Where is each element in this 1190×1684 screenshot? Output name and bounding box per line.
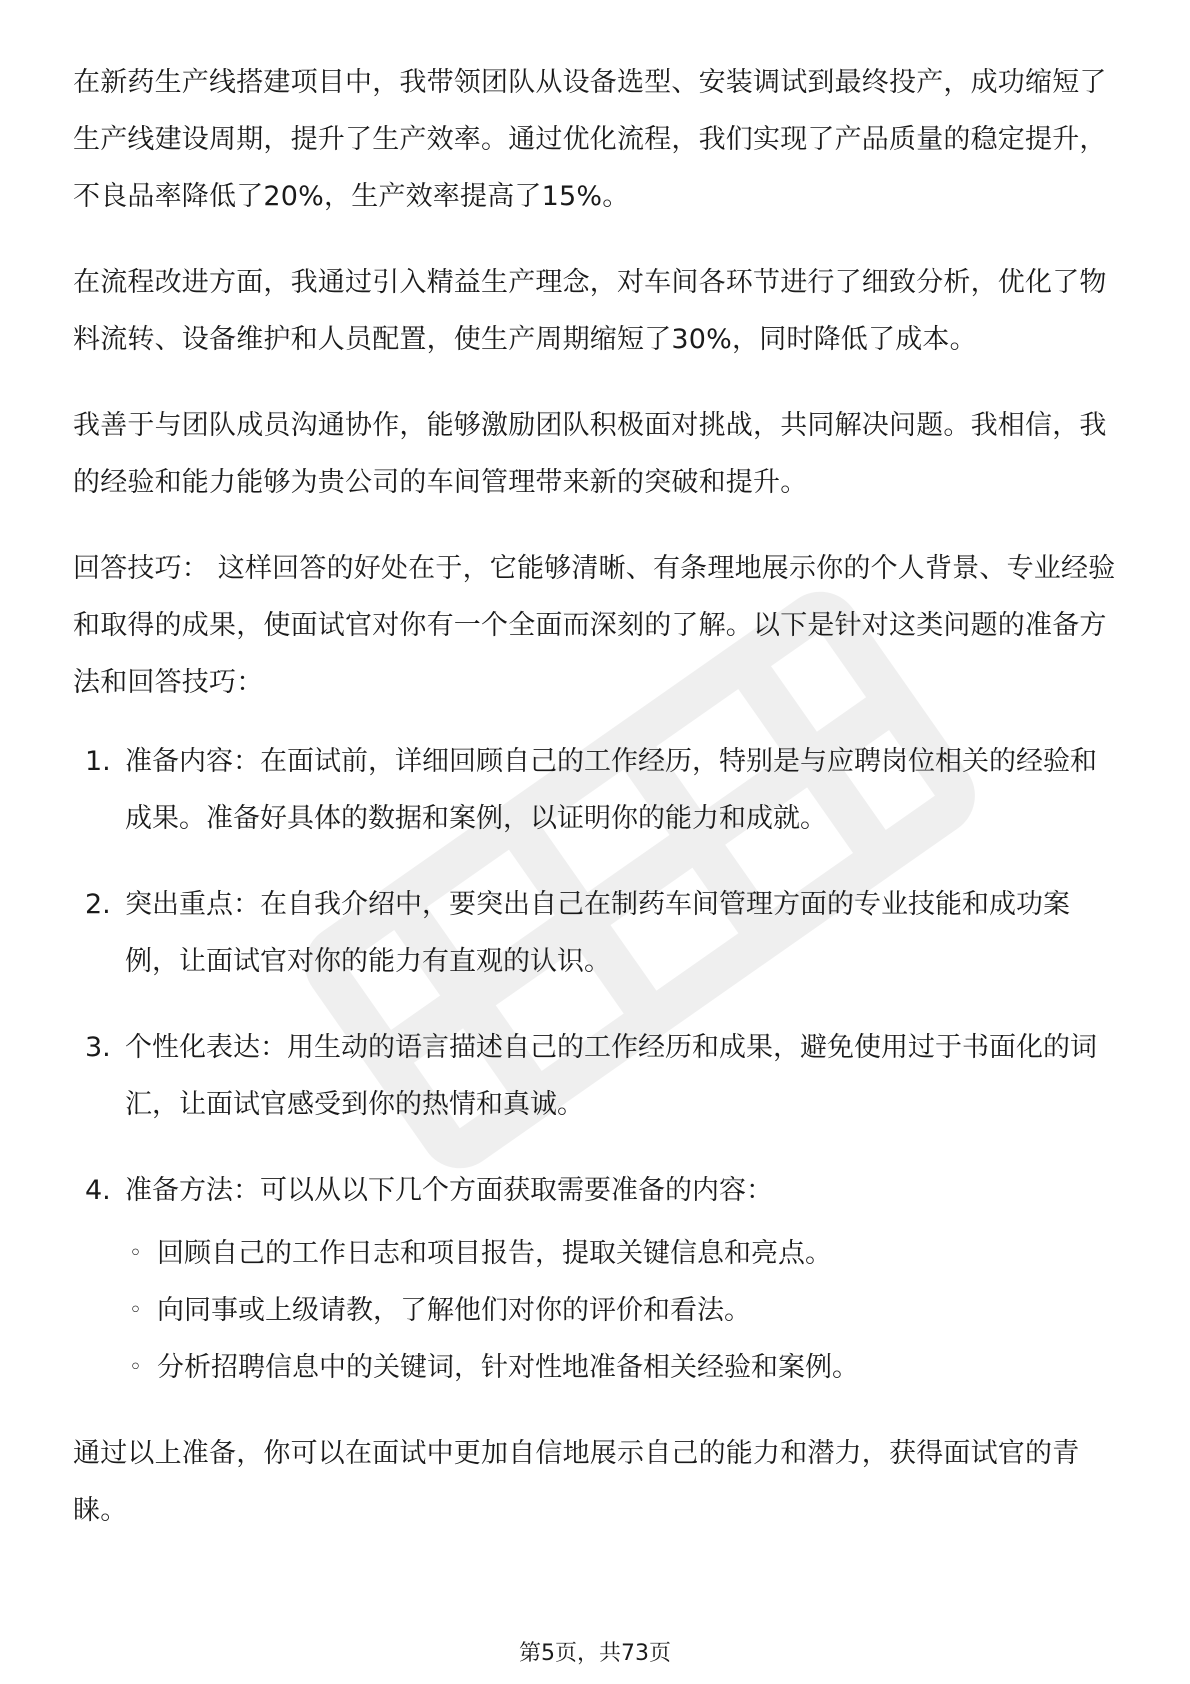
paragraph-teamwork: 我善于与团队成员沟通协作，能够激励团队积极面对挑战，共同解决问题。我相信，我的经验和能力能够为贵公司的车间管理带来新的突破和提升。 — [73, 410, 1107, 498]
sub-list-item — [125, 1225, 1123, 1282]
list-item-text: 突出重点：在自我介绍中，要突出自己在制药车间管理方面的专业技能和成功案例，让面试官对你的能力有直观的认识。 — [125, 889, 1070, 977]
list-item — [73, 1019, 1123, 1133]
paragraph-answer-tips: 回答技巧： 这样回答的好处在于，它能够清晰、有条理地展示你的个人背景、专业经验和取得的成果，使面试官对你有一个全面而深刻的了解。以下是针对这类问题的准备方法和回答技巧： — [73, 553, 1116, 698]
list-number: 3. — [85, 1032, 111, 1063]
list-number: 4. — [85, 1175, 111, 1206]
bullet-icon: ◦ — [129, 1241, 142, 1266]
bullet-icon: ◦ — [129, 1355, 142, 1380]
sub-list-item-text: 向同事或上级请教，了解他们对你的评价和看法。 — [157, 1295, 751, 1326]
list-item-text: 准备内容：在面试前，详细回顾自己的工作经历，特别是与应聘岗位相关的经验和成果。准备好具体的数据和案例，以证明你的能力和成就。 — [125, 746, 1097, 834]
sub-list — [125, 1225, 1123, 1396]
list-item-text: 准备方法：可以从以下几个方面获取需要准备的内容： — [125, 1175, 773, 1206]
page-number-footer: 第5页，共73页 — [519, 1641, 671, 1666]
list-item — [73, 733, 1123, 847]
sub-list-item — [125, 1339, 1123, 1396]
sub-list-item-text: 回顾自己的工作日志和项目报告，提取关键信息和亮点。 — [157, 1238, 832, 1269]
list-item — [73, 876, 1123, 990]
list-item-text: 个性化表达：用生动的语言描述自己的工作经历和成果，避免使用过于书面化的词汇，让面试官感受到你的热情和真诚。 — [125, 1032, 1097, 1120]
document-body — [73, 54, 1123, 1568]
sub-list-item — [125, 1282, 1123, 1339]
list-number: 1. — [85, 746, 111, 777]
list-item — [73, 1162, 1123, 1396]
paragraph-process: 在流程改进方面，我通过引入精益生产理念，对车间各环节进行了细致分析，优化了物料流转、设备维护和人员配置，使生产周期缩短了30%，同时降低了成本。 — [73, 267, 1107, 355]
numbered-list — [73, 733, 1123, 1396]
paragraph-project: 在新药生产线搭建项目中，我带领团队从设备选型、安装调试到最终投产，成功缩短了生产线建设周期，提升了生产效率。通过优化流程，我们实现了产品质量的稳定提升，不良品率降低了20%，生产效率提高了15%。 — [73, 67, 1107, 212]
paragraph-closing: 通过以上准备，你可以在面试中更加自信地展示自己的能力和潜力，获得面试官的青睐。 — [73, 1438, 1080, 1526]
bullet-icon: ◦ — [129, 1298, 142, 1323]
sub-list-item-text: 分析招聘信息中的关键词，针对性地准备相关经验和案例。 — [157, 1352, 859, 1383]
list-number: 2. — [85, 889, 111, 920]
